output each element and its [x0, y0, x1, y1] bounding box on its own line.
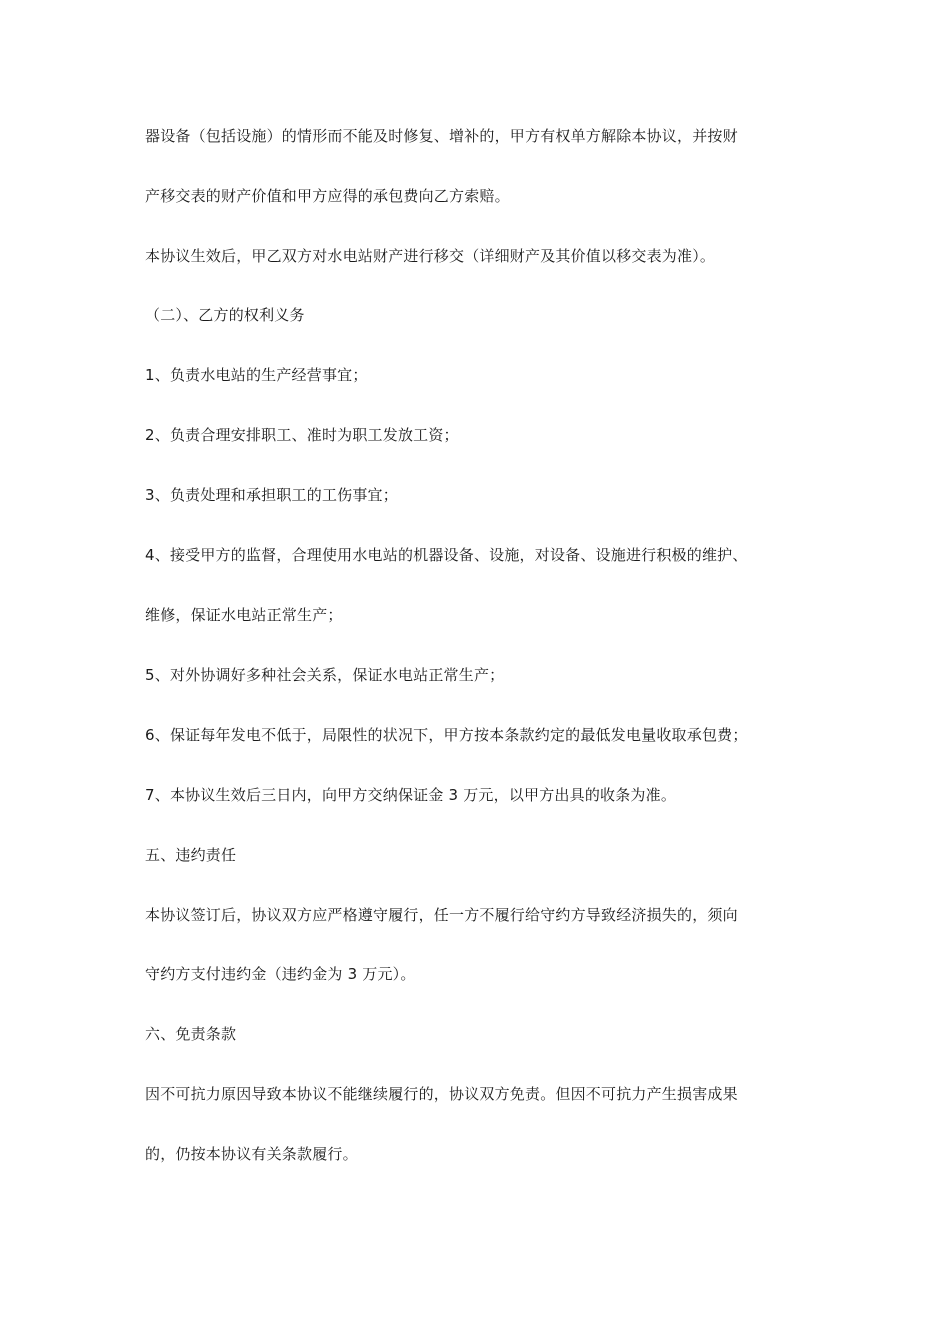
section-heading: （二）、乙方的权利义务 — [145, 306, 305, 324]
paragraph-line: 因不可抗力原因导致本协议不能继续履行的，协议双方免责。但因不可抗力产生损害成果 — [145, 1085, 738, 1103]
list-item: 4、接受甲方的监督，合理使用水电站的机器设备、设施，对设备、设施进行积极的维护、 — [145, 546, 748, 564]
list-item: 1、负责水电站的生产经营事宜； — [145, 366, 368, 384]
paragraph-line: 产移交表的财产价值和甲方应得的承包费向乙方索赔。 — [145, 187, 510, 205]
paragraph-line: 器设备（包括设施）的情形而不能及时修复、增补的，甲方有权单方解除本协议，并按财 — [145, 127, 738, 145]
paragraph-line: 的，仍按本协议有关条款履行。 — [145, 1145, 358, 1163]
paragraph-line: 本协议生效后，甲乙双方对水电站财产进行移交（详细财产及其价值以移交表为准）。 — [145, 247, 716, 265]
section-heading: 五、违约责任 — [145, 846, 237, 864]
list-item: 3、负责处理和承担职工的工伤事宜； — [145, 486, 398, 504]
paragraph-line: 本协议签订后，协议双方应严格遵守履行，任一方不履行给守约方导致经济损失的，须向 — [145, 906, 738, 924]
list-item: 2、负责合理安排职工、准时为职工发放工资； — [145, 426, 459, 444]
list-item: 6、保证每年发电不低于，局限性的状况下，甲方按本条款约定的最低发电量收取承包费； — [145, 726, 748, 744]
paragraph-line: 守约方支付违约金（违约金为 3 万元）。 — [145, 965, 416, 983]
list-item: 7、本协议生效后三日内，向甲方交纳保证金 3 万元，以甲方出具的收条为准。 — [145, 786, 677, 804]
list-item: 5、对外协调好多种社会关系，保证水电站正常生产； — [145, 666, 505, 684]
list-item-continuation: 维修，保证水电站正常生产； — [145, 606, 343, 624]
section-heading: 六、免责条款 — [145, 1025, 237, 1043]
